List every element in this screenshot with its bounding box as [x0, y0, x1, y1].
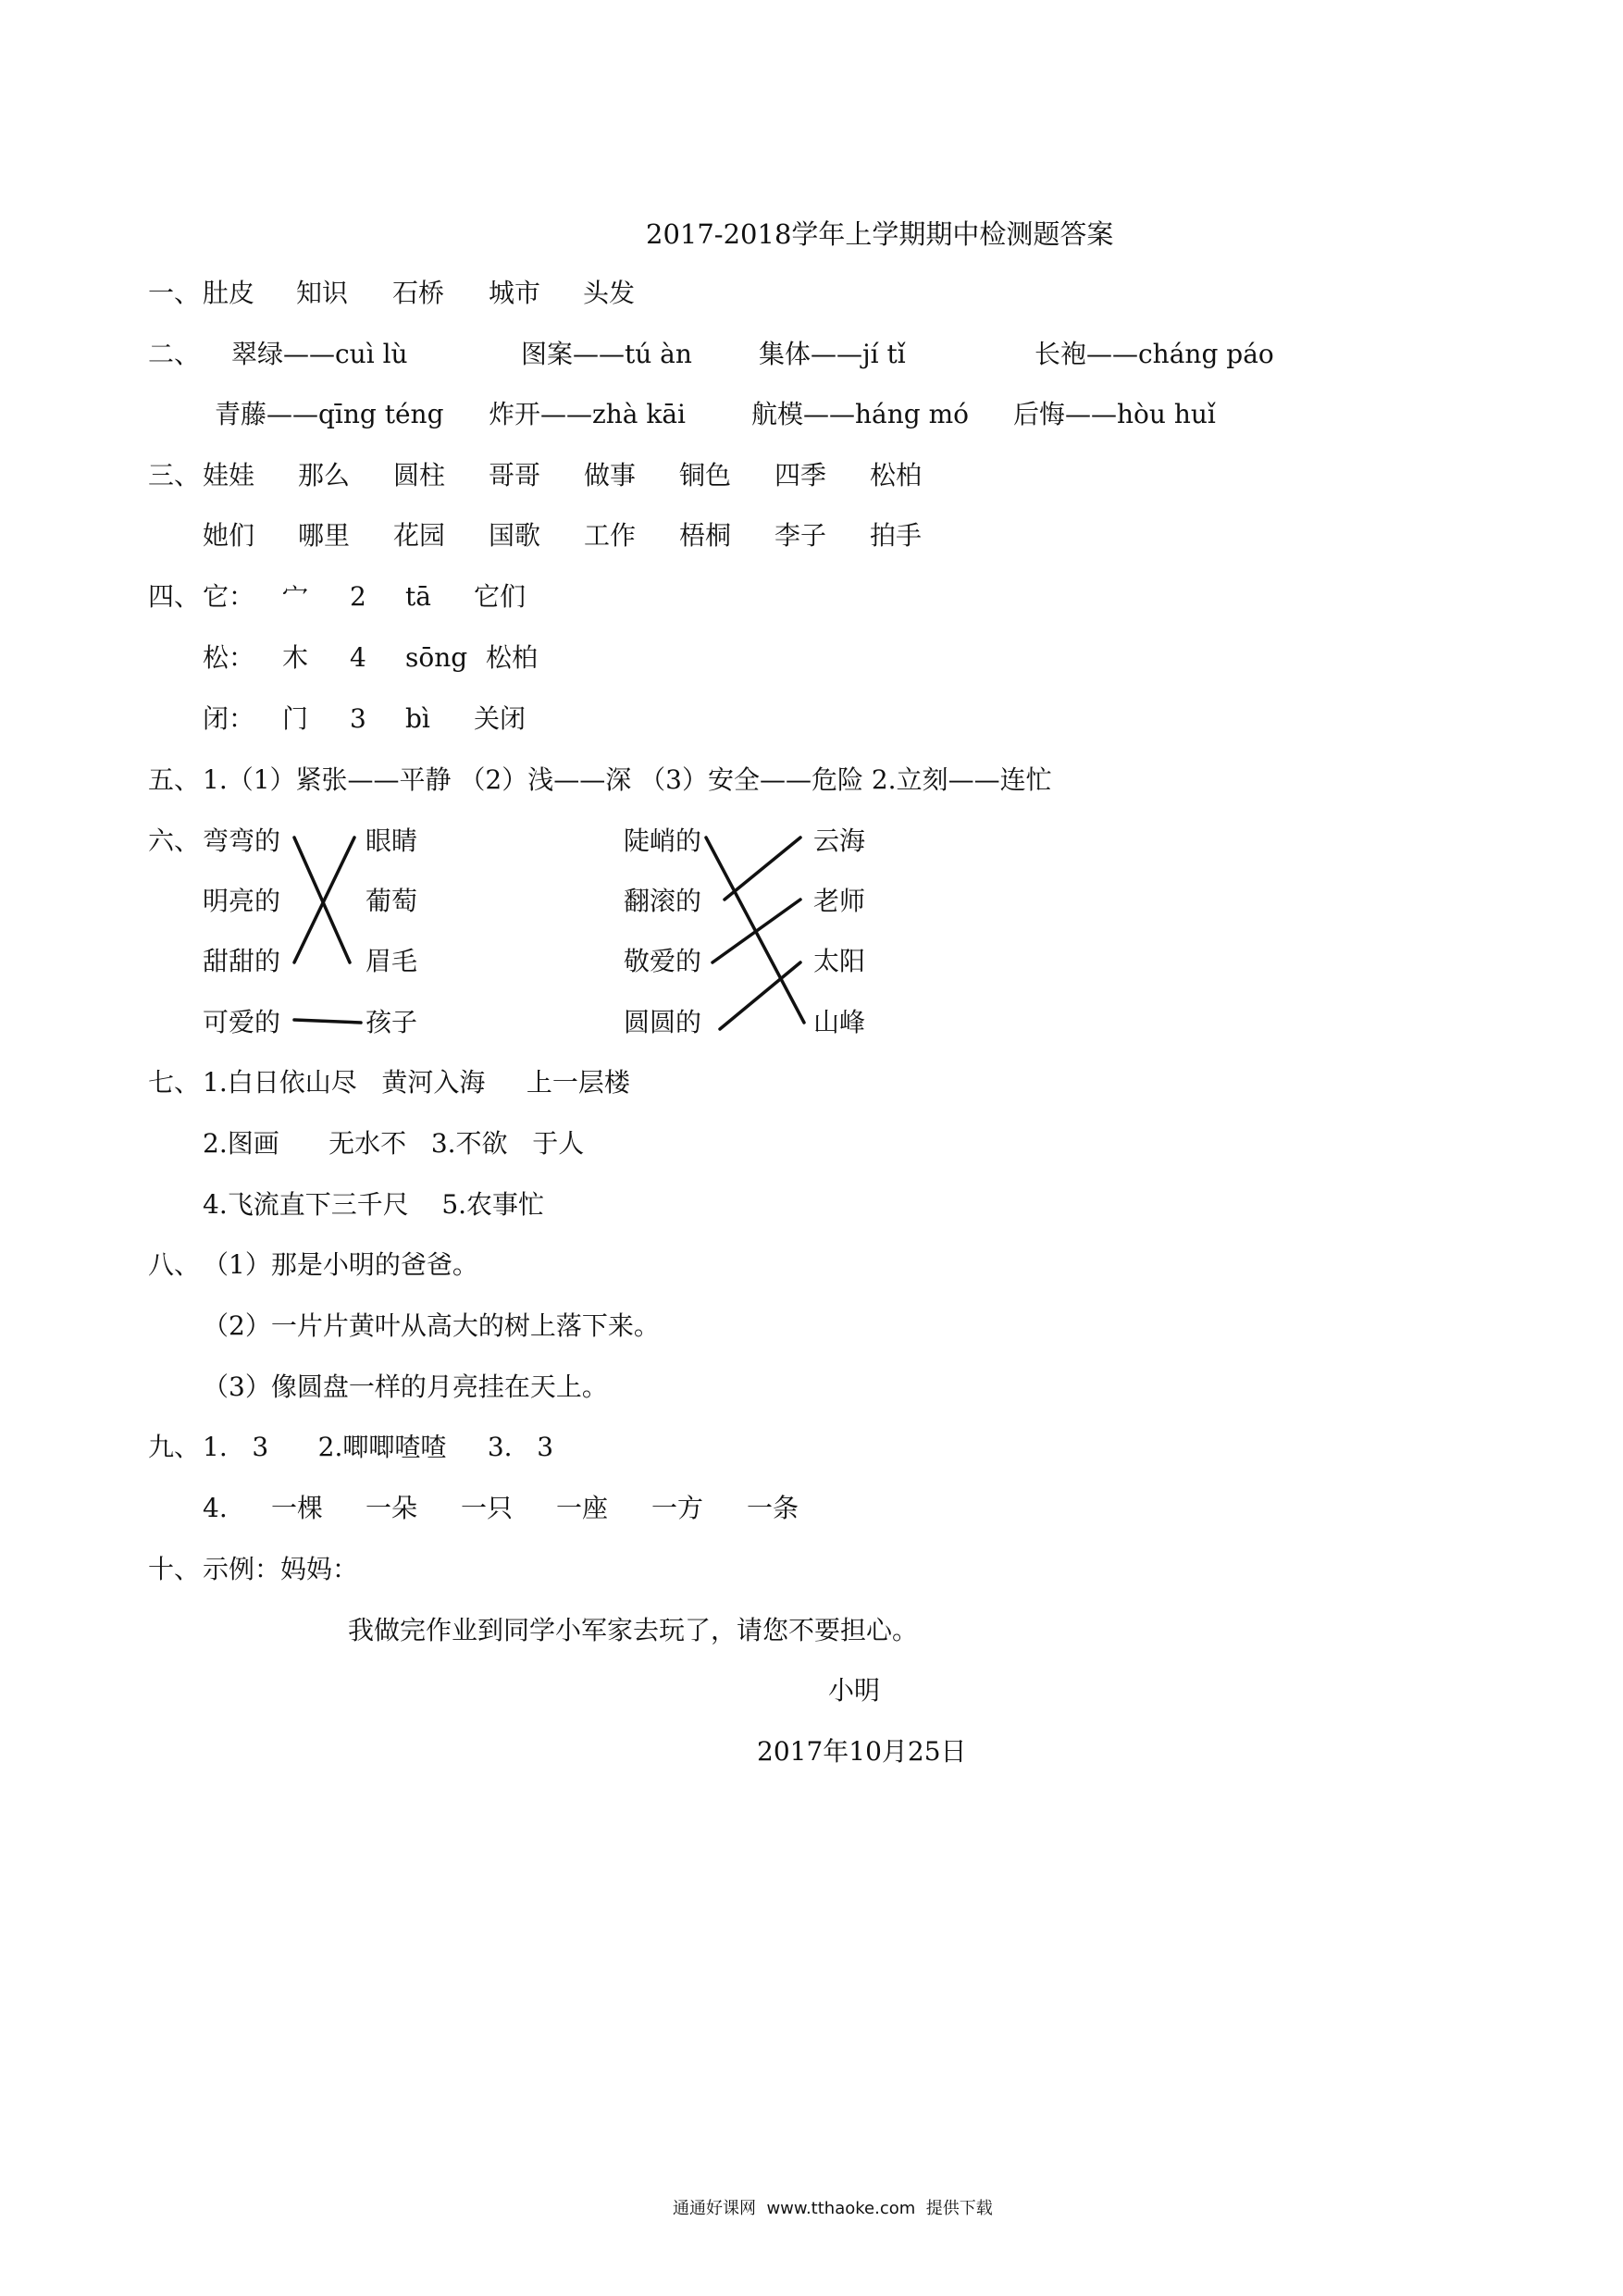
q6-left-word: 陡峭的 — [624, 825, 702, 856]
q4-char: 闭： — [203, 703, 255, 734]
q2-item: 航模——háng mó — [751, 399, 969, 429]
note-body: 我做完作业到同学小军家去玩了，请您不要担心。 — [348, 1615, 919, 1645]
q3-item: 圆柱 — [393, 460, 446, 490]
match-line — [725, 838, 800, 900]
q3-item: 哪里 — [298, 520, 351, 551]
q9-item: 一只 — [461, 1493, 514, 1523]
q6-right-word: 眉毛 — [365, 946, 418, 976]
q6-label: 六、 — [148, 825, 201, 856]
q3-item: 那么 — [298, 460, 351, 490]
q2-item: 炸开——zhà kāi — [489, 399, 686, 429]
q3-item: 工作 — [584, 520, 637, 551]
note-greeting: 示例：妈妈： — [203, 1554, 359, 1584]
q6-right-word: 山峰 — [813, 1007, 866, 1037]
q1-item: 石桥 — [392, 278, 445, 308]
q6-right-word: 孩子 — [365, 1007, 418, 1037]
q9-item: 一条 — [747, 1493, 799, 1523]
q6-right-word: 云海 — [813, 825, 866, 856]
q6-left-word: 圆圆的 — [624, 1007, 702, 1037]
q1-item: 知识 — [296, 278, 349, 308]
q4-char: 它： — [203, 581, 255, 612]
q2-item: 青藤——qīng téng — [215, 399, 444, 429]
q10-label: 十、 — [148, 1554, 201, 1584]
q3-item: 哥哥 — [489, 460, 541, 490]
q4-radical: 宀 — [282, 581, 309, 612]
q8-line: （1）那是小明的爸爸。 — [203, 1249, 478, 1280]
q2-item: 后悔——hòu huǐ — [1013, 399, 1216, 429]
q6-right-word: 太阳 — [813, 946, 866, 976]
match-line — [294, 838, 350, 962]
q7-label: 七、 — [148, 1067, 201, 1098]
q9-item: 一方 — [651, 1493, 704, 1523]
match-line — [720, 962, 800, 1029]
q8-label: 八、 — [148, 1249, 201, 1280]
q4-strokes: 4 — [350, 642, 366, 673]
q2-item: 集体——jí tǐ — [759, 339, 906, 369]
q6-left-word: 敬爱的 — [624, 946, 702, 976]
match-line — [712, 900, 800, 962]
match-line — [294, 838, 354, 962]
q8-line: （3）像圆盘一样的月亮挂在天上。 — [203, 1371, 608, 1402]
q7-line: 1.白日依山尽 黄河入海 上一层楼 — [203, 1067, 630, 1098]
q4-pinyin: bì — [405, 703, 430, 734]
q6-left-word: 可爱的 — [203, 1007, 281, 1037]
q3-item: 花园 — [393, 520, 446, 551]
q4-word: 关闭 — [474, 703, 527, 734]
q9-item: 4. — [203, 1493, 228, 1523]
q6-right-word: 葡萄 — [365, 886, 418, 916]
q7-line: 2.图画 无水不 3.不欲 于人 — [203, 1128, 585, 1159]
q3-item: 梧桐 — [679, 520, 732, 551]
q4-radical: 门 — [282, 703, 309, 734]
q1-item: 城市 — [489, 278, 541, 308]
q4-strokes: 2 — [350, 581, 366, 612]
q6-left-word: 甜甜的 — [203, 946, 281, 976]
note-signature: 小明 — [828, 1675, 881, 1706]
q3-item: 她们 — [203, 520, 255, 551]
q3-label: 三、 — [148, 460, 201, 490]
q4-word: 松柏 — [486, 642, 539, 673]
q9-item: 一座 — [556, 1493, 609, 1523]
q3-item: 娃娃 — [203, 460, 255, 490]
q4-pinyin: tā — [405, 581, 431, 612]
q1-item: 头发 — [583, 278, 636, 308]
q3-item: 拍手 — [870, 520, 923, 551]
q9-label: 九、 — [148, 1432, 201, 1462]
q5-label: 五、 — [148, 764, 201, 795]
q5-text: 1.（1）紧张——平静 （2）浅——深 （3）安全——危险 2.立刻——连忙 — [203, 764, 1052, 795]
q9-item: 一棵 — [271, 1493, 324, 1523]
q3-item: 国歌 — [489, 520, 541, 551]
q9-item: 一朵 — [365, 1493, 418, 1523]
match-line — [706, 838, 804, 1023]
q4-strokes: 3 — [350, 703, 366, 734]
q3-item: 松柏 — [870, 460, 923, 490]
q1-label: 一、 — [148, 278, 201, 308]
note-date: 2017年10月25日 — [757, 1736, 967, 1767]
q6-right-word: 眼睛 — [365, 825, 418, 856]
q3-item: 铜色 — [679, 460, 732, 490]
q6-left-word: 弯弯的 — [203, 825, 281, 856]
q1-item: 肚皮 — [203, 278, 255, 308]
q6-right-word: 老师 — [813, 886, 866, 916]
q6-left-word: 翻滚的 — [624, 886, 702, 916]
q7-line: 4.飞流直下三千尺 5.农事忙 — [203, 1189, 545, 1220]
page-title: 2017-2018学年上学期期中检测题答案 — [646, 218, 1114, 250]
q3-item: 四季 — [774, 460, 827, 490]
q3-item: 李子 — [774, 520, 827, 551]
q3-item: 做事 — [584, 460, 637, 490]
q9-line: 1. 3 2.唧唧喳喳 3. 3 — [203, 1432, 554, 1462]
q4-radical: 木 — [282, 642, 309, 673]
q4-char: 松： — [203, 642, 255, 673]
q2-item: 图案——tú àn — [521, 339, 692, 369]
q4-pinyin: sōng — [405, 642, 468, 673]
q2-item: 长袍——cháng páo — [1035, 339, 1274, 369]
page-footer: 通通好课网 www.tthaoke.com 提供下载 — [673, 2199, 993, 2218]
q2-label: 二、 — [148, 339, 201, 369]
q4-word: 它们 — [474, 581, 527, 612]
q2-item: 翠绿——cuì lù — [231, 339, 408, 369]
q8-line: （2）一片片黄叶从高大的树上落下来。 — [203, 1310, 660, 1341]
q4-label: 四、 — [148, 581, 201, 612]
q6-left-word: 明亮的 — [203, 886, 281, 916]
match-line — [294, 1020, 361, 1023]
